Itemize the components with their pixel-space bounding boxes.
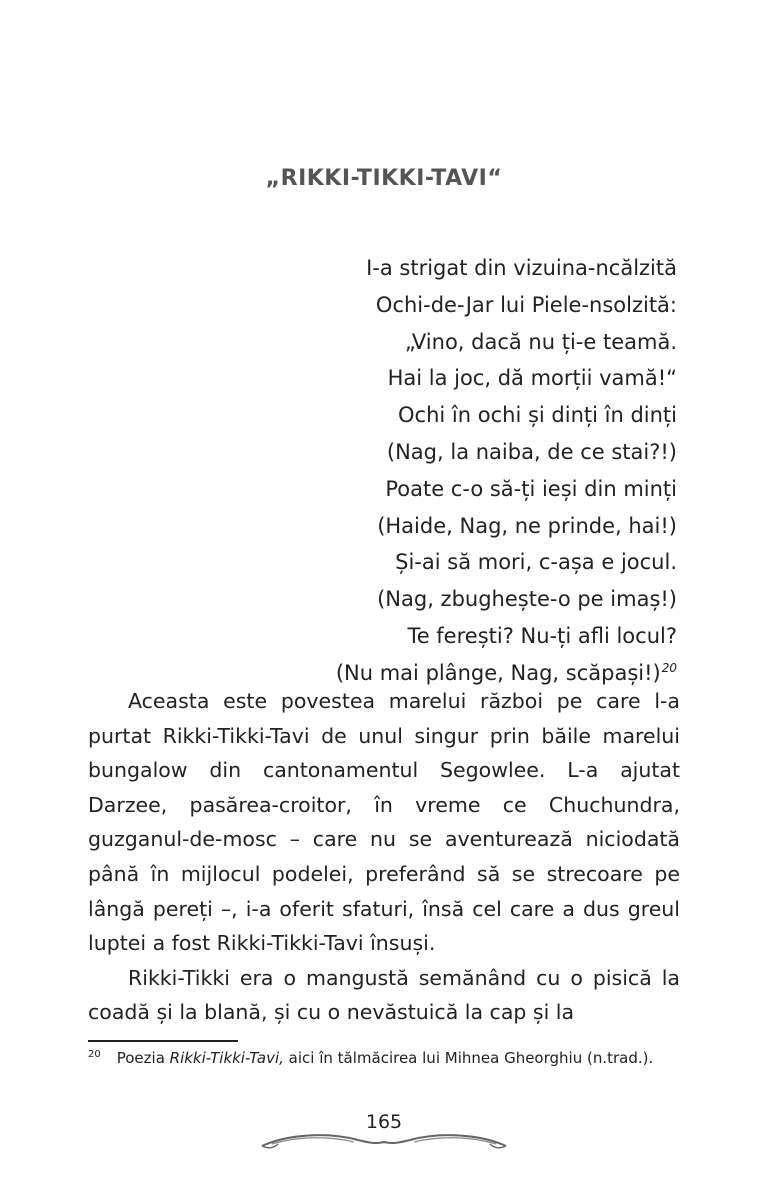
footnote-title: Rikki-Tikki-Tavi, [169,1049,284,1067]
poem-line: (Nag, zbughește-o pe imaș!) [377,587,677,612]
poem-line: (Nag, la naiba, de ce stai?!) [386,439,677,464]
poem-line: Poate c-o să-ți ieși din minți [385,476,677,501]
poem-line-text: (Nu mai plânge, Nag, scăpași!) [335,660,661,685]
footnote-suffix: aici în tălmăcirea lui Mihnea Gheorghiu (n.trad.). [283,1049,654,1067]
paragraph: Aceasta este povestea marelui război pe care l-a purtat Rikki-Tikki-Tavi de unul singur prin băile marelui bungalow din cantonamentul Segowlee. L-a ajutat Darzee, pasărea-croitor, în vreme ce Chuchundra, guzganul-de-mosc – care nu se aventurează niciodată până în mijlocul podelei, preferând să se strecoare pe lângă pereți –, i-a oferit sfaturi, însă cel care a dus greul luptei a fost Rikki-Tikki-Tavi însuși. [88,689,680,956]
footnote-prefix: Poezia [116,1049,170,1067]
poem-line: (Haide, Nag, ne prinde, hai!) [377,513,677,538]
poem-line: Ochi-de-Jar lui Piele-nsolzită: [375,292,677,317]
footnote-reference: 20 [661,660,677,675]
body-text [88,684,680,1030]
page-number: 165 [365,1111,403,1133]
flourish-ornament-icon [258,1124,510,1154]
paragraph: Rikki-Tikki era o mangustă semănând cu o pisică la coadă și la blană, și cu o nevăstuică la cap și la [88,965,680,1025]
poem-line: „Vino, dacă nu ți-e teamă. [404,329,677,354]
chapter-title: „RIKKI-TIKKI-TAVI“ [265,166,503,191]
poem-epigraph [217,250,677,692]
poem-line: I-a strigat din vizuina-ncălzită [366,256,677,280]
poem-line: Și-ai să mori, c-așa e jocul. [395,550,677,575]
poem-line: Hai la joc, dă morții vamă!“ [387,366,677,391]
footnote [88,1046,680,1071]
footnote-number: 20 [88,1049,101,1060]
footnote-divider [88,1040,238,1042]
poem-line: Ochi în ochi și dinți în dinți [398,403,677,428]
poem-line: Te ferești? Nu-ți afli locul? [407,623,677,648]
